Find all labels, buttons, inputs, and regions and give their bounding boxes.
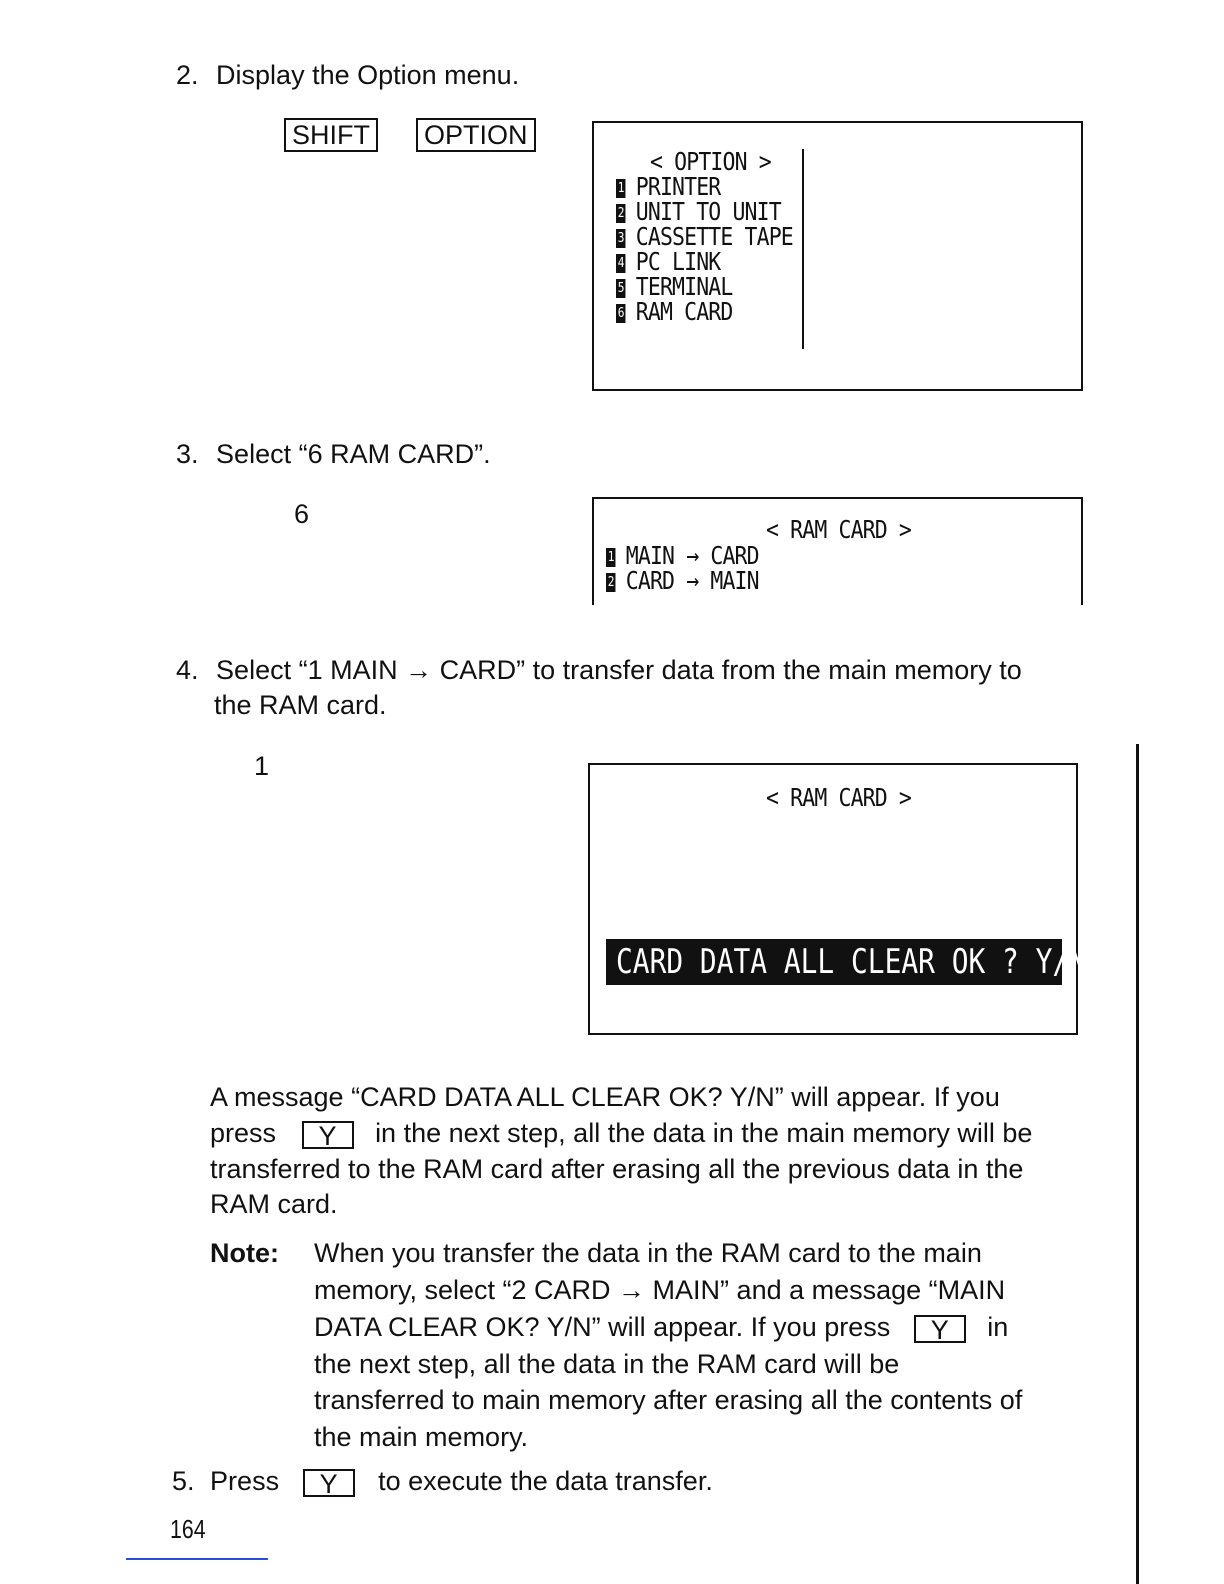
option-item-terminal[interactable] [616,274,793,299]
step-5 [172,1463,713,1499]
item-label: CARD → MAIN [625,566,759,595]
item-label: RAM CARD [635,297,733,326]
option-key-label: OPTION [416,118,536,152]
confirm-screen-title: < RAM CARD > [766,783,912,812]
option-item-unit-to-unit[interactable] [616,199,793,224]
paragraph-line2 [210,1115,1032,1151]
step-4-line2: the RAM card. [214,690,387,720]
step-text-line1: Select “1 MAIN → CARD” to transfer data from the main memory to [216,655,1022,685]
key-1[interactable]: 1 [254,751,270,781]
note-line3-text: DATA CLEAR OK? Y/N” will appear. If you press [314,1312,891,1342]
item-label: CASSETTE TAPE [635,222,793,251]
item-label: PC LINK [635,247,721,276]
option-key[interactable] [416,118,536,152]
shift-key[interactable] [284,118,378,152]
ram-card-item-card-to-main[interactable] [606,568,759,593]
note-line5: transferred to main memory after erasing all the contents of [314,1385,1023,1415]
note-line1: When you transfer the data in the RAM card to the main [314,1238,982,1268]
confirm-screen [588,763,1086,1035]
key-6[interactable]: 6 [294,499,310,529]
paragraph-press: press [210,1118,277,1148]
step-number: 4. [176,655,199,685]
option-screen [592,121,1083,391]
item-number: 1 [617,180,624,196]
step-number: 2. [176,60,199,90]
screen-divider [802,149,804,349]
step-text: to execute the data transfer. [378,1466,713,1496]
option-item-ram-card[interactable] [616,299,793,324]
page-number: 164 [170,1514,206,1544]
note-line3-in: in [987,1312,1009,1342]
step-4 [176,652,1022,688]
note-line3 [314,1309,1008,1345]
step-text: Select “6 RAM CARD”. [216,439,491,469]
item-number: 4 [617,255,624,271]
option-screen-title: < OPTION > [650,147,771,176]
page-edge-rule [1136,744,1139,1584]
item-number: 5 [617,280,624,296]
option-menu-list [616,174,822,324]
item-number: 2 [617,205,624,221]
step-2 [176,57,519,93]
step-3 [176,436,491,472]
item-number: 2 [607,574,614,590]
confirm-message-bar [606,939,1086,985]
item-number: 3 [617,230,624,246]
ram-card-menu-list [606,543,784,593]
step-number: 3. [176,439,199,469]
paragraph-line2-rest: in the next step, all the data in the main memory will be [375,1118,1033,1148]
note-line6: the main memory. [314,1422,529,1452]
y-key[interactable]: Y [303,1469,355,1497]
y-key[interactable]: Y [914,1315,966,1343]
blue-underline [126,1558,268,1560]
paragraph-line4: RAM card. [210,1189,338,1219]
note-line2: memory, select “2 CARD → MAIN” and a message “MAIN [314,1275,1006,1305]
item-number: 1 [607,549,614,565]
item-label: UNIT TO UNIT [635,197,781,226]
step-text: Display the Option menu. [216,60,520,90]
item-label: TERMINAL [635,272,733,301]
shift-key-label: SHIFT [284,118,378,152]
item-label: PRINTER [635,172,721,201]
item-number: 6 [617,305,624,321]
ram-card-screen [592,497,1083,605]
paragraph-line1: A message “CARD DATA ALL CLEAR OK? Y/N” will appear. If you [210,1082,1000,1112]
y-key[interactable]: Y [302,1121,354,1149]
option-item-cassette-tape[interactable] [616,224,793,249]
step-press: Press [210,1466,280,1496]
option-item-pc-link[interactable] [616,249,793,274]
note-label: Note: [210,1238,279,1268]
step-number: 5. [172,1466,195,1496]
ram-card-item-main-to-card[interactable] [606,543,759,568]
ram-card-screen-title: < RAM CARD > [766,515,912,544]
note-line4: the next step, all the data in the RAM card will be [314,1349,900,1379]
option-item-printer[interactable] [616,174,793,199]
confirm-message: CARD DATA ALL CLEAR OK ? Y/N [616,942,1086,982]
item-label: MAIN → CARD [625,541,759,570]
paragraph-line3: transferred to the RAM card after erasing all the previous data in the [210,1154,1024,1184]
